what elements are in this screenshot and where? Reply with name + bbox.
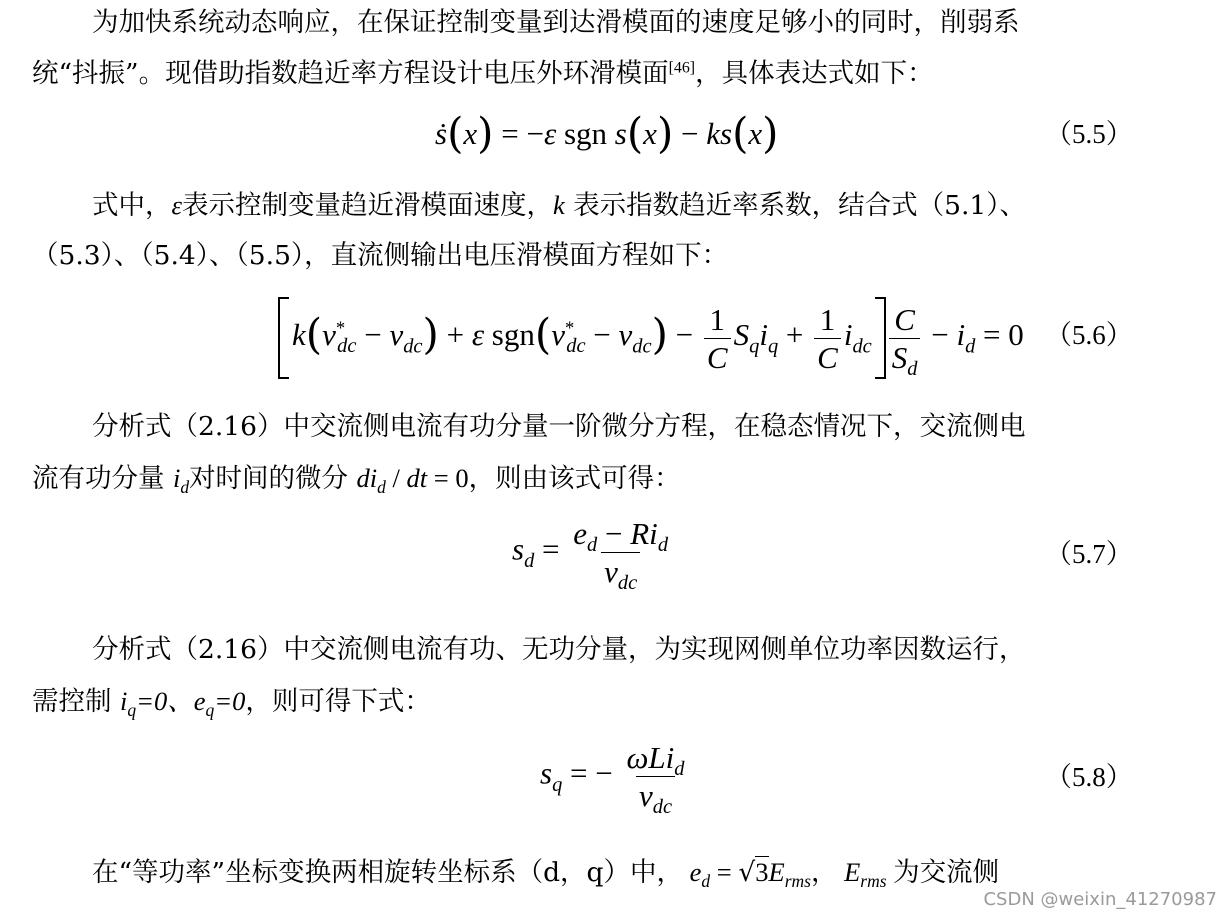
- para2-line2: （5.3）、（5.4）、（5.5），直流侧输出电压滑模面方程如下：: [32, 240, 729, 271]
- para3-line2: 流有功分量 $i_d$对时间的微分 $di_d$ / dt = 0，则由该式可得：: [32, 463, 681, 498]
- para3-line1: 分析式（2.16）中交流侧电流有功分量一阶微分方程，在稳态情况下，交流侧电: [92, 411, 1026, 442]
- para4-line1: 分析式（2.16）中交流侧电流有功、无功分量，为实现网侧单位功率因数运行，: [92, 634, 1026, 665]
- watermark: CSDN @weixin_41270987: [983, 889, 1217, 910]
- right-bracket: [875, 297, 886, 379]
- para1-line2-text: 统“抖振”。现借助指数趋近率方程设计电压外环滑模面: [32, 58, 669, 89]
- para4-line2: 需控制 $i_q=0$、$e_q=0$，则可得下式：: [32, 686, 431, 721]
- symbol-k: k: [552, 190, 565, 220]
- para1-line2-suffix: ，具体表达式如下：: [695, 58, 934, 89]
- para5-line1: 在“等功率”坐标变换两相旋转坐标系（d，q）中， $e_d = √3E_{rms}$， $E_{rms}$ 为交流侧: [92, 857, 1000, 892]
- citation-ref: [46]: [668, 59, 696, 77]
- equation-number-5-5: （5.5）: [1045, 119, 1133, 149]
- equation-number-5-7: （5.7）: [1045, 539, 1133, 569]
- equation-5-7: $s_d$ = $\frac{e_d - Ri_d}{v_{dc}}$: [512, 516, 669, 595]
- left-bracket: [278, 297, 289, 379]
- equation-number-5-8: （5.8）: [1045, 762, 1133, 792]
- para1-line2: [32, 58, 934, 89]
- equation-5-8: $s_q$ = − $\frac{\omega Li_d}{v_{dc}}$: [540, 740, 685, 819]
- para2-line1: 式中，ε表示控制变量趋近滑模面速度，k 表示指数趋近率系数，结合式（5.1）、: [92, 190, 1027, 221]
- equation-5-5: ṡ(x) = −ε sgn s(x) − ks(x): [435, 108, 779, 158]
- equation-5-6: $k(v^*_{dc} - v_{dc}) + \varepsilon$ $sgn(v^*_{dc} - v_{dc})$ − $\frac{1}{C}$ $S_qi_q$ + $\frac{1}{C}$ $i_{dc}$ $\frac{C}{S_d}$ − $i_d = 0$: [278, 297, 1024, 379]
- symbol-epsilon: ε: [171, 190, 182, 220]
- para1-line1: 为加快系统动态响应，在保证控制变量到达滑模面的速度足够小的同时，削弱系: [92, 7, 1020, 38]
- equation-number-5-6: （5.6）: [1045, 320, 1133, 350]
